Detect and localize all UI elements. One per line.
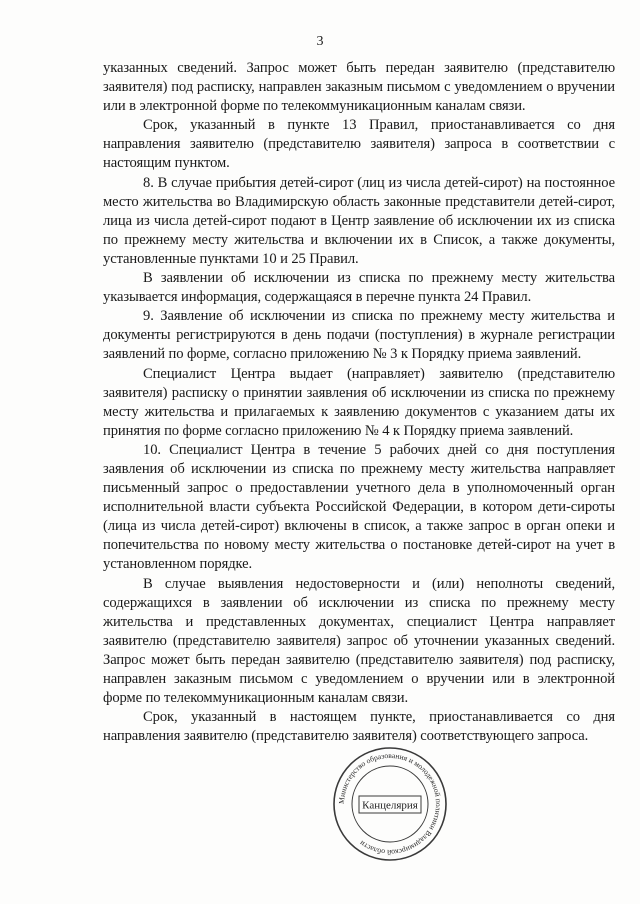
paragraph: 8. В случае прибытия детей-сирот (лиц из числа детей-сирот) на постоянное место жительства во Владимирскую область законные представители детей-сирот, лица из числа детей-сирот подают в Центр заявление об исключении их из списка по прежнему месту жительства и включении их в Список, а также документы, установленные пунктами 10 и 25 Правил. <box>103 174 615 267</box>
paragraph: В заявлении об исключении из списка по прежнему месту жительства указывается информация, содержащаяся в перечне пункта 24 Правил. <box>103 270 615 306</box>
paragraph: Срок, указанный в пункте 13 Правил, приостанавливается со дня направления заявителю (представителю заявителя) запроса в соответствии с настоящим пунктом. <box>103 117 615 172</box>
paragraph: 9. Заявление об исключении из списка по прежнему месту жительства и документы регистрируются в день подачи (поступления) в журнале регистрации заявлений по форме, согласно приложению № 3 к Порядку приема заявлений. <box>103 308 615 363</box>
paragraph: В случае выявления недостоверности и (или) неполноты сведений, содержащихся в заявлении об исключении из списка по прежнему месту жительства и представленных документах, специалист Центра направляет заявителю (представителю заявителя) запрос об уточнении указанных сведений. Запрос может быть передан заявителю (представителю заявителя) под расписку, направлен заказным письмом с уведомлением о вручении или в электронной форме по телекоммуникационным каналам связи. <box>103 575 615 707</box>
stamp-ring-text: Министерство образования и молодежной политики Владимирской области <box>336 750 444 858</box>
paragraph: Специалист Центра выдает (направляет) заявителю (представителю заявителя) расписку о принятии заявления об исключении из списка по прежнему месту жительства и прилагаемых к заявлению документов с указанием даты их принятия по форме согласно приложению № 4 к Порядку приема заявлений. <box>103 365 615 439</box>
stamp-seal-icon <box>331 745 449 863</box>
stamp-center-text: Канцелярия <box>362 799 418 812</box>
paragraph: 10. Специалист Центра в течение 5 рабочих дней со дня поступления заявления об исключении из списка по прежнему месту жительства направляет письменный запрос о предоставлении учетного дела в уполномоченный орган исполнительной власти субъекта Российской Федерации, в котором дети-сироты (лица из числа детей-сирот) включены в список, а также запрос в орган опеки и попечительства по новому месту жительства о постановке детей-сирот на учет в установленном порядке. <box>103 441 615 573</box>
page-number: 3 <box>316 34 324 49</box>
paragraph: Срок, указанный в настоящем пункте, приостанавливается со дня направления заявителю (представителю заявителя) соответствующего запроса. <box>103 709 615 745</box>
office-stamp <box>331 745 449 863</box>
document-body <box>103 59 615 746</box>
paragraph: указанных сведений. Запрос может быть передан заявителю (представителю заявителя) под расписку, направлен заказным письмом с уведомлением о вручении или в электронной форме по телекоммуникационным каналам связи. <box>103 60 615 115</box>
